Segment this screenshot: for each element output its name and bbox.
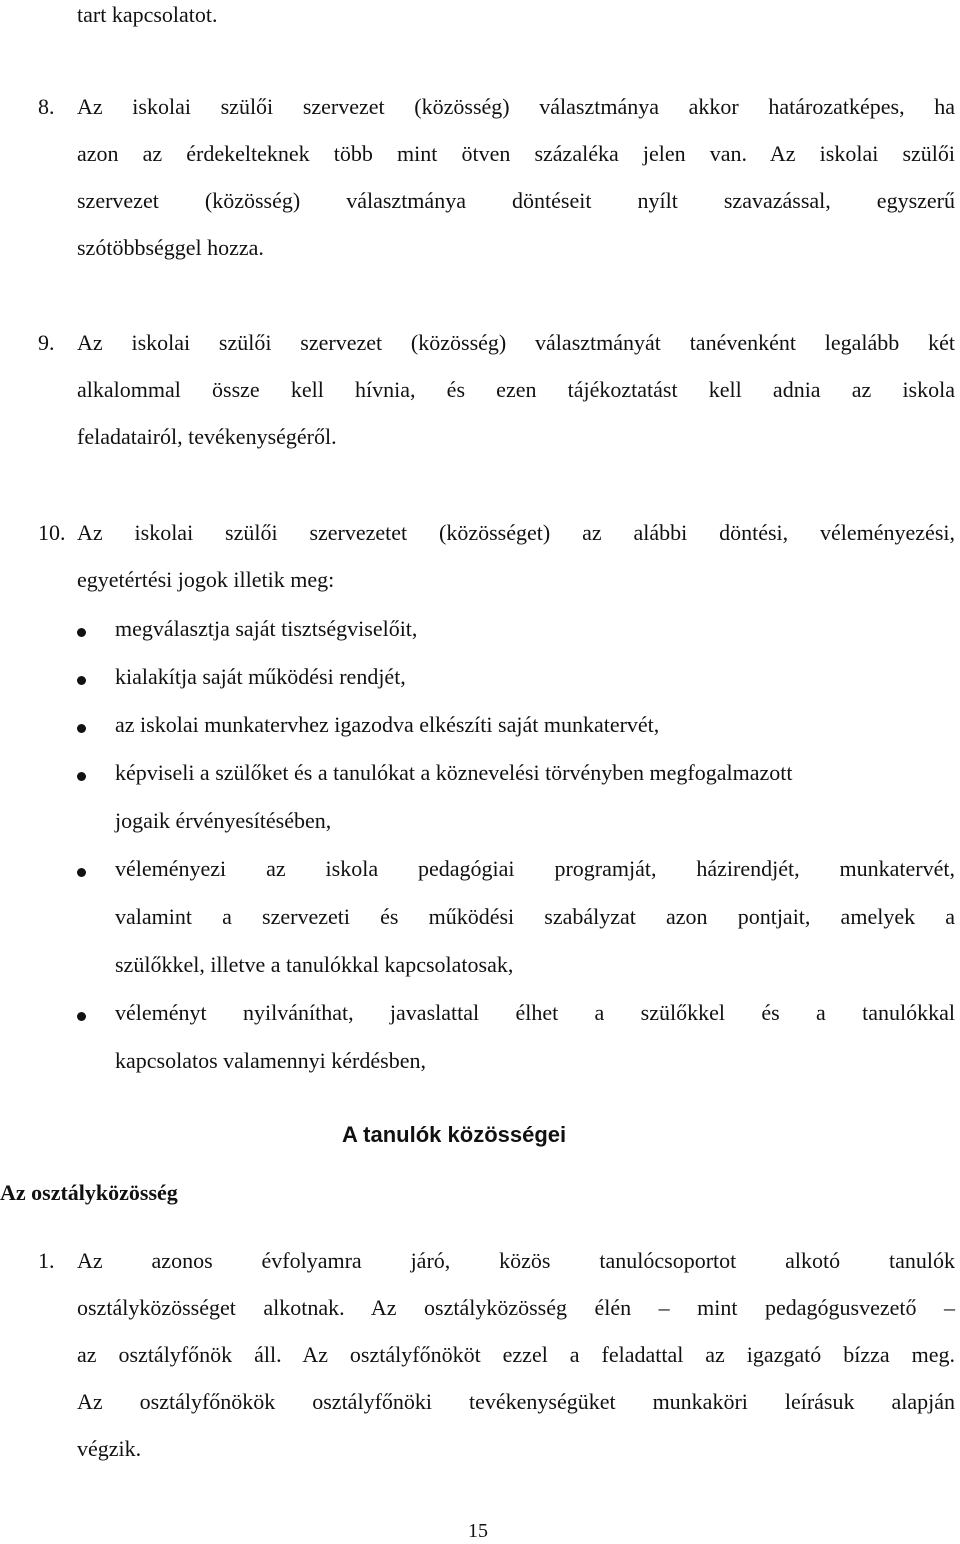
item-9-line-2: alkalommal össze kell hívnia, és ezen tájékoztatást kell adnia az iskola: [77, 377, 955, 402]
bullet-icon: [77, 868, 86, 877]
bullet-icon: [77, 676, 86, 685]
class-item-line-2: osztályközösséget alkotnak. Az osztályközösség élén – mint pedagógusvezető –: [77, 1295, 955, 1320]
subsection-heading: Az osztályközösség: [0, 1180, 178, 1205]
item-9-number: 9.: [38, 330, 55, 355]
rights-item-5-line-3: szülőkkel, illetve a tanulókkal kapcsolatosak,: [115, 952, 514, 977]
bullet-icon: [77, 1012, 86, 1021]
item-10-line-2: egyetértési jogok illetik meg:: [77, 567, 335, 592]
class-item-line-1: Az azonos évfolyamra járó, közös tanulócsoportot alkotó tanulók: [77, 1248, 955, 1273]
page-number: 15: [468, 1520, 488, 1542]
class-item-line-5: végzik.: [77, 1436, 142, 1461]
section-title: A tanulók közösségei: [342, 1122, 567, 1147]
item-9-line-3: feladatairól, tevékenységéről.: [77, 424, 337, 449]
rights-item-5-line-2: valamint a szervezeti és működési szabályzat azon pontjait, amelyek a: [115, 904, 955, 929]
class-item-line-4: Az osztályfőnökök osztályfőnöki tevékenységüket munkaköri leírásuk alapján: [77, 1389, 955, 1414]
item-8-line-1: Az iskolai szülői szervezet (közösség) választmánya akkor határozatképes, ha: [77, 94, 955, 119]
item-8-line-4: szótöbbséggel hozza.: [77, 235, 264, 260]
rights-item-4-line-1: képviseli a szülőket és a tanulókat a köznevelési törvényben megfogalmazott: [115, 760, 793, 785]
rights-item-5-line-1: véleményezi az iskola pedagógiai programját, házirendjét, munkatervét,: [115, 856, 955, 881]
item-8-number: 8.: [38, 94, 55, 119]
item-10-line-1: Az iskolai szülői szervezetet (közösséget) az alábbi döntési, véleményezési,: [77, 520, 955, 545]
item-8-line-2: azon az érdekelteknek több mint ötven százaléka jelen van. Az iskolai szülői: [77, 141, 955, 166]
rights-item-2-line-1: kialakítja saját működési rendjét,: [115, 664, 406, 689]
bullet-icon: [77, 772, 86, 781]
item-10-number: 10.: [38, 520, 66, 545]
item-8-line-3: szervezet (közösség) választmánya döntéseit nyílt szavazással, egyszerű: [77, 188, 955, 213]
rights-item-3-line-1: az iskolai munkatervhez igazodva elkészíti saját munkatervét,: [115, 712, 660, 737]
item-9-line-1: Az iskolai szülői szervezet (közösség) választmányát tanévenként legalább két: [77, 330, 955, 355]
rights-item-6-line-2: kapcsolatos valamennyi kérdésben,: [115, 1048, 426, 1073]
class-item-number: 1.: [38, 1248, 55, 1273]
bullet-icon: [77, 628, 86, 637]
intro-tail-line: tart kapcsolatot.: [77, 2, 218, 27]
rights-item-4-line-2: jogaik érvényesítésében,: [115, 808, 332, 833]
bullet-icon: [77, 724, 86, 733]
rights-item-1-line-1: megválasztja saját tisztségviselőit,: [115, 616, 418, 641]
class-item-line-3: az osztályfőnök áll. Az osztályfőnököt ezzel a feladattal az igazgató bízza meg.: [77, 1342, 955, 1367]
rights-item-6-line-1: véleményt nyilváníthat, javaslattal élhet a szülőkkel és a tanulókkal: [115, 1000, 955, 1025]
